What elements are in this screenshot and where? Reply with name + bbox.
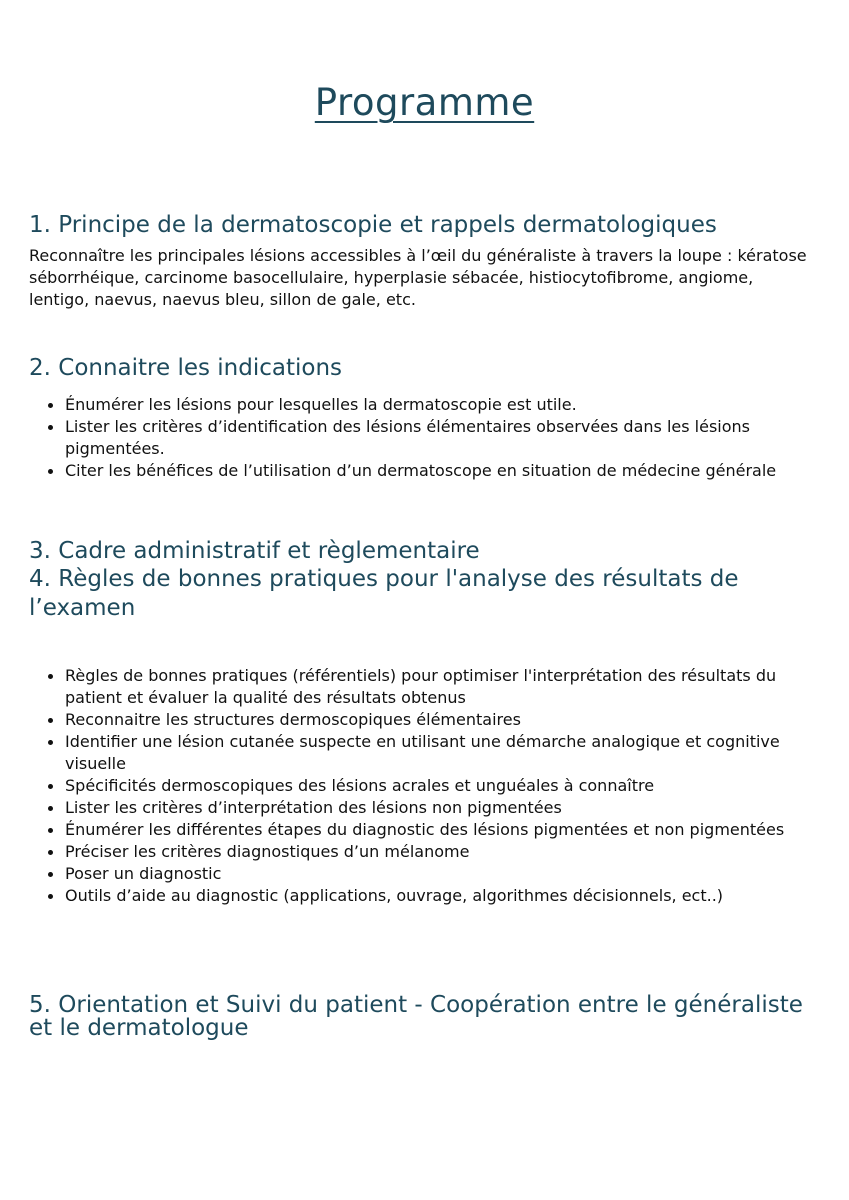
section-2-heading: 2. Connaitre les indications <box>29 355 343 381</box>
section-1-text: Reconnaître les principales lésions accessibles à l’œil du généraliste à travers la loupe : kératose séborrhéique, carcinome basocellulaire, hyperplasie sébacée, histiocytofibrome, angiome, lentigo, naevus, naevus bleu, sillon de gale, etc. <box>29 246 807 309</box>
list-item: Citer les bénéfices de l’utilisation d’un dermatoscope en situation de médecine générale <box>29 460 809 482</box>
list-item: Spécificités dermoscopiques des lésions acrales et unguéales à connaître <box>29 775 809 797</box>
list-item: Reconnaitre les structures dermoscopiques élémentaires <box>29 709 809 731</box>
list-item: Règles de bonnes pratiques (référentiels) pour optimiser l'interprétation des résultats du patient et évaluer la qualité des résultats obtenus <box>29 665 809 709</box>
list-item: Lister les critères d’interprétation des lésions non pigmentées <box>29 797 809 819</box>
section-5-heading: 5. Orientation et Suivi du patient - Coopération entre le généraliste et le dermatologue <box>29 992 803 1041</box>
section-3-heading: 3. Cadre administratif et règlementaire <box>29 538 480 564</box>
list-item: Poser un diagnostic <box>29 863 809 885</box>
section-4-list <box>29 665 809 907</box>
section-1-heading: 1. Principe de la dermatoscopie et rappels dermatologiques <box>29 212 717 238</box>
list-item: Préciser les critères diagnostiques d’un mélanome <box>29 841 809 863</box>
page-title: Programme <box>314 81 535 124</box>
section-2-list <box>29 394 809 482</box>
list-item: Lister les critères d’identification des lésions élémentaires observées dans les lésions pigmentées. <box>29 416 809 460</box>
list-item: Énumérer les lésions pour lesquelles la dermatoscopie est utile. <box>29 394 809 416</box>
list-item: Identifier une lésion cutanée suspecte en utilisant une démarche analogique et cognitive visuelle <box>29 731 809 775</box>
list-item: Énumérer les différentes étapes du diagnostic des lésions pigmentées et non pigmentées <box>29 819 809 841</box>
list-item: Outils d’aide au diagnostic (applications, ouvrage, algorithmes décisionnels, ect..) <box>29 885 809 907</box>
section-4-heading: 4. Règles de bonnes pratiques pour l'analyse des résultats de l’examen <box>29 566 739 621</box>
